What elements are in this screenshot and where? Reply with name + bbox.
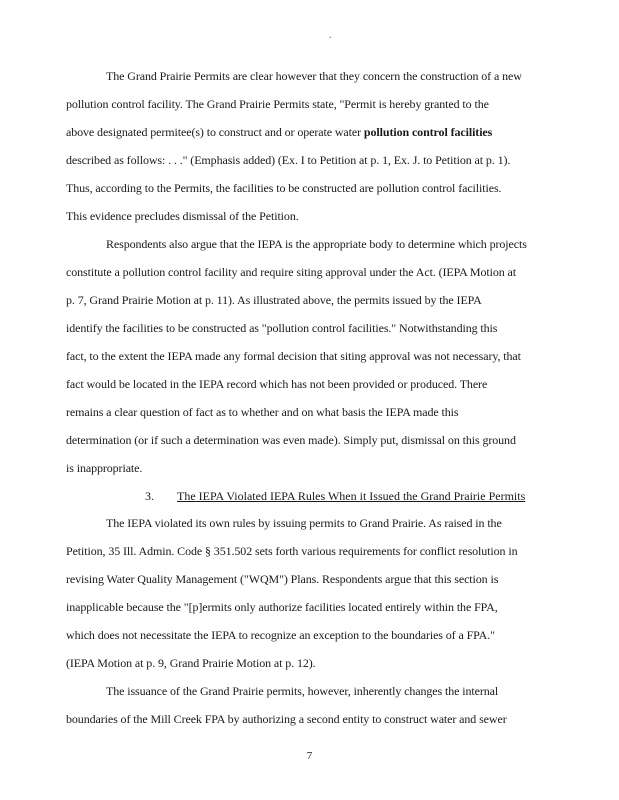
section-number: 3.	[145, 489, 154, 503]
paragraph-2-line-9: is inappropriate.	[66, 461, 143, 475]
paragraph-2-line-3: p. 7, Grand Prairie Motion at p. 11). As illustrated above, the permits issued by the IEPA	[66, 293, 482, 307]
paragraph-2-line-4: identify the facilities to be constructed as "pollution control facilities." Notwithstanding this	[66, 321, 498, 335]
paragraph-3-line-5: which does not necessitate the IEPA to recognize an exception to the boundaries of a FPA."	[66, 628, 495, 642]
paragraph-3-line-6: (IEPA Motion at p. 9, Grand Prairie Motion at p. 12).	[66, 656, 316, 670]
paragraph-3-line-2: Petition, 35 Ill. Admin. Code § 351.502 sets forth various requirements for conflict resolution in	[66, 544, 518, 558]
page-number: 7	[306, 750, 313, 762]
top-mark: .	[329, 30, 332, 41]
section-heading	[145, 489, 525, 503]
paragraph-3-line-3: revising Water Quality Management ("WQM") Plans. Respondents argue that this section is	[66, 572, 499, 586]
paragraph-2-line-7: remains a clear question of fact as to whether and on what basis the IEPA made this	[66, 405, 459, 419]
paragraph-2-line-1: Respondents also argue that the IEPA is the appropriate body to determine which projects	[106, 237, 527, 251]
paragraph-1-line-2: pollution control facility. The Grand Prairie Permits state, "Permit is hereby granted to the	[66, 97, 489, 111]
paragraph-1-line-5: Thus, according to the Permits, the facilities to be constructed are pollution control facilities.	[66, 181, 502, 195]
paragraph-2-line-2: constitute a pollution control facility and require siting approval under the Act. (IEPA Motion at	[66, 265, 516, 279]
paragraph-3-line-1: The IEPA violated its own rules by issuing permits to Grand Prairie. As raised in the	[106, 516, 502, 530]
paragraph-2-line-6: fact would be located in the IEPA record which has not been provided or produced. There	[66, 377, 488, 391]
paragraph-3-line-4: inapplicable because the "[p]ermits only authorize facilities located entirely within the FPA,	[66, 600, 498, 614]
section-title: The IEPA Violated IEPA Rules When it Issued the Grand Prairie Permits	[177, 489, 526, 503]
paragraph-1-line-6: This evidence precludes dismissal of the Petition.	[66, 209, 299, 223]
paragraph-2-line-5: fact, to the extent the IEPA made any formal decision that siting approval was not necessary, that	[66, 349, 521, 363]
paragraph-1-line-3-text: above designated permitee(s) to construct and or operate water	[66, 125, 364, 139]
emphasis-pollution-control-facilities: pollution control facilities	[363, 125, 493, 139]
paragraph-1-line-3	[66, 125, 492, 139]
paragraph-1-line-4: described as follows: . . ." (Emphasis added) (Ex. I to Petition at p. 1, Ex. J. to Petition at p. 1).	[66, 153, 511, 167]
paragraph-1-line-1: The Grand Prairie Permits are clear however that they concern the construction of a new	[106, 69, 522, 83]
paragraph-2-line-8: determination (or if such a determination was even made). Simply put, dismissal on this ground	[66, 433, 516, 447]
paragraph-4-line-1: The issuance of the Grand Prairie permits, however, inherently changes the internal	[106, 684, 499, 698]
paragraph-4-line-2: boundaries of the Mill Creek FPA by authorizing a second entity to construct water and sewer	[66, 712, 507, 726]
